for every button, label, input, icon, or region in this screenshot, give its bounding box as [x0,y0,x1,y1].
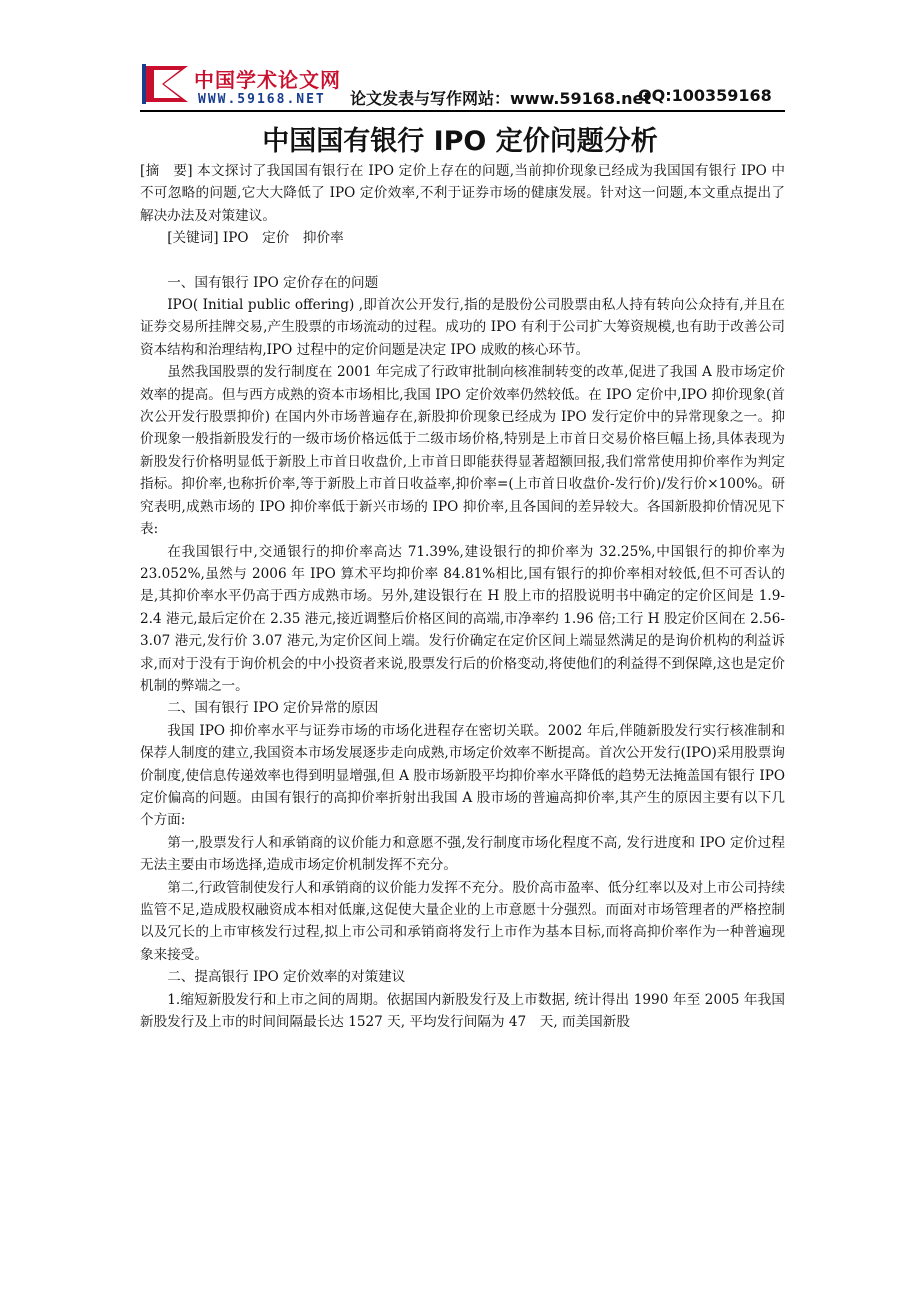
logo-text: 中国学术论文网 [194,68,341,92]
paragraph: IPO( Initial public offering) ,即首次公开发行,指的是股份公司股票由私人持有转向公众持有,并且在证券交易所挂牌交易,产生股票的市场流动的过程。成功的 IPO 有利于公司扩大筹资规模,也有助于改善公司资本结构和治理结构,IPO 过程中的定价问题是决定 IPO 成败的核心环节。 [140,297,785,358]
spacer [140,250,785,272]
abstract: [摘 要] 本文探讨了我国国有银行在 IPO 定价上存在的问题,当前抑价现象已经成为我国国有银行 IPO 中不可忽略的问题,它大大降低了 IPO 定价效率,不利于证券市场的健康发展。针对这一问题,本文重点提出了解决办法及对策建议。 [140,163,785,224]
site-header [140,62,785,112]
header-site-link[interactable]: 论文发表与写作网站：www.59168.net [350,89,652,108]
keywords: [关键词] IPO 定价 抑价率 [167,230,344,247]
paragraph: 1.缩短新股发行和上市之间的周期。依据国内新股发行及上市数据, 统计得出 1990 年至 2005 年我国新股发行及上市的时间间隔最长达 1527 天, 平均发行间隔为 47 天, 而美国新股 [140,991,785,1031]
article-body [140,160,785,1033]
paragraph: 我国 IPO 抑价率水平与证券市场的市场化进程存在密切关联。2002 年后,伴随新股发行实行核准制和保荐人制度的建立,我国资本市场发展逐步走向成熟,市场定价效率不断提高。首次公开发行(IPO)采用股票询价制度,使信息传递效率也得到明显增强,但 A 股市场新股平均抑价率水平降低的趋势无法掩盖国有银行 IPO 定价偏高的问题。由国有银行的高抑价率折射出我国 A 股市场的普遍高抑价率,其产生的原因主要有以下几个方面: [140,722,785,829]
flag-logo-icon [140,62,192,106]
section-heading-3: 二、提高银行 IPO 定价效率的对策建议 [167,969,406,986]
header-divider [140,110,785,112]
paragraph: 在我国银行中,交通银行的抑价率高达 71.39%,建设银行的抑价率为 32.25%,中国银行的抑价率为 23.052%,虽然与 2006 年 IPO 算术平均抑价率 84.81%相比,国有银行的抑价率相对较低,但不可否认的是,其抑价率水平仍高于西方成熟市场。另外,建设银行在 H 股上市的招股说明书中确定的定价区间是 1.9-2.4 港元,最后定价在 2.35 港元,接近调整后价格区间的高端,市净率约 1.96 倍;工行 H 股定价区间在 2.56-3.07 港元,发行价 3.07 港元,为定价区间上端。发行价确定在定价区间上端显然满足的是询价机构的利益诉求,而对于没有于询价机会的中小投资者来说,股票发行后的价格变动,将使他们的利益得不到保障,这也是定价机制的弊端之一。 [140,543,785,694]
paragraph: 第一,股票发行人和承销商的议价能力和意愿不强,发行制度市场化程度不高, 发行进度和 IPO 定价过程无法主要由市场选择,造成市场定价机制发挥不充分。 [140,834,785,874]
section-heading-2: 二、国有银行 IPO 定价异常的原因 [167,700,379,717]
paragraph: 第二,行政管制使发行人和承销商的议价能力发挥不充分。股价高市盈率、低分红率以及对上市公司持续监管不足,造成股权融资成本相对低廉,这促使大量企业的上市意愿十分强烈。而面对市场管理者的严格控制以及冗长的上市审核发行过程,拟上市公司和承销商将发行上市作为基本目标,而将高抑价率作为一种普遍现象来接受。 [140,879,785,963]
section-heading-1: 一、国有银行 IPO 定价存在的问题 [167,274,379,291]
logo-url: WWW.59168.NET [198,92,326,107]
header-qq: QQ:100359168 [638,86,772,105]
page-title: 中国国有银行 IPO 定价问题分析 [262,126,658,157]
paragraph: 虽然我国股票的发行制度在 2001 年完成了行政审批制向核准制转变的改革,促进了我国 A 股市场定价效率的提高。但与西方成熟的资本市场相比,我国 IPO 定价效率仍然较低。在 IPO 定价中,IPO 抑价现象(首次公开发行股票抑价) 在国内外市场普遍存在,新股抑价现象已经成为 IPO 发行定价中的异常现象之一。抑价现象一般指新股发行的一级市场价格远低于二级市场价格,特别是上市首日交易价格巨幅上扬,具体表现为新股发行价格明显低于新股上市首日收盘价,上市首日即能获得显著超额回报,我们常常使用抑价率作为判定指标。抑价率,也称折价率,等于新股上市首日收益率,抑价率=(上市首日收盘价-发行价)/发行价×100%。研究表明,成熟市场的 IPO 抑价率低于新兴市场的 IPO 抑价率,且各国间的差异较大。各国新股抑价情况见下表: [140,364,785,538]
